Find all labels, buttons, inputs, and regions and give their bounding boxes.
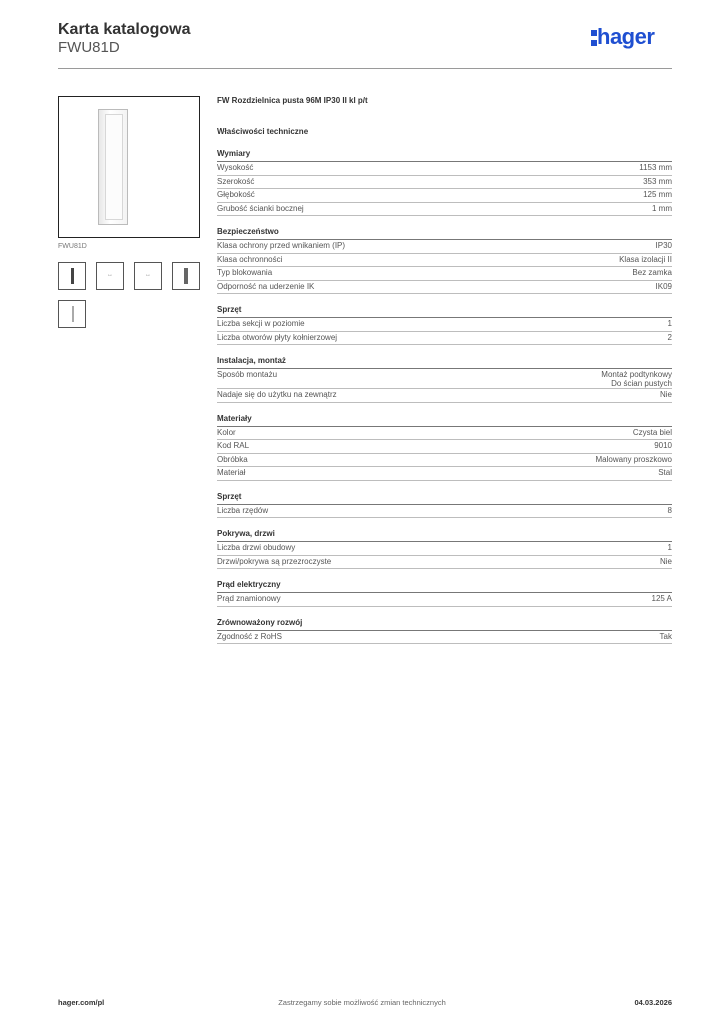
- spec-value-line: Montaż podtynkowy: [601, 370, 672, 379]
- spec-value: [601, 370, 672, 388]
- spec-value-line: 125 mm: [643, 190, 672, 199]
- spec-row: [217, 267, 672, 281]
- spec-value-line: 1 mm: [652, 203, 672, 213]
- spec-section: [217, 529, 672, 569]
- spec-value: [658, 468, 672, 477]
- spec-value: [639, 163, 672, 172]
- spec-row: [217, 189, 672, 203]
- spec-value-line: Czysta biel: [632, 427, 672, 437]
- spec-value-line: Bez zamka: [632, 268, 672, 277]
- spec-value: [668, 319, 672, 328]
- section-title: Pokrywa, drzwi: [217, 529, 672, 542]
- spec-label: Obróbka: [217, 454, 248, 464]
- thumbnail-cabinet-front[interactable]: [58, 262, 86, 290]
- spec-label: Liczba sekcji w poziomie: [217, 319, 305, 328]
- spec-value-line: 1: [667, 543, 672, 552]
- spec-section: [217, 580, 672, 607]
- spec-row: [217, 467, 672, 481]
- spec-row: [217, 542, 672, 556]
- spec-row: [217, 240, 672, 254]
- spec-value: [654, 441, 672, 450]
- product-name: FW Rozdzielnica pusta 96M IP30 II kl p/t: [217, 96, 368, 105]
- product-code: FWU81D: [58, 39, 120, 56]
- footer-date: 04.03.2026: [634, 998, 672, 1007]
- section-title: Materiały: [217, 414, 672, 427]
- spec-value: [660, 632, 672, 641]
- spec-row: [217, 631, 672, 645]
- spec-label: Liczba otworów płyty kołnierzowej: [217, 332, 338, 342]
- spec-value-line: 1153 mm: [639, 163, 672, 172]
- spec-label: Kolor: [217, 427, 236, 437]
- spec-value: [668, 333, 672, 342]
- section-title: Prąd elektryczny: [217, 580, 672, 593]
- spec-value-line: Klasa izolacji II: [619, 254, 672, 264]
- spec-row: [217, 332, 672, 346]
- spec-content: [217, 96, 672, 644]
- section-title: Zrównoważony rozwój: [217, 618, 672, 631]
- spec-section: [217, 227, 672, 294]
- spec-value-line: IP30: [655, 241, 672, 250]
- footer-disclaimer: Zastrzegamy sobie możliwość zmian technicznych: [278, 998, 446, 1007]
- header-divider: [58, 68, 672, 69]
- spec-label: Grubość ścianki bocznej: [217, 203, 304, 213]
- section-title: Sprzęt: [217, 492, 672, 505]
- spec-value-line: Nie: [659, 556, 672, 566]
- spec-value-line: Do ścian pustych: [611, 379, 672, 388]
- spec-value-line: 125 A: [651, 594, 672, 603]
- spec-row: [217, 176, 672, 190]
- spec-value: [652, 594, 672, 603]
- spec-section: [217, 356, 672, 403]
- spec-row: [217, 203, 672, 217]
- section-title: Sprzęt: [217, 305, 672, 318]
- spec-value: [668, 506, 672, 515]
- spec-label: Klasa ochrony przed wnikaniem (IP): [217, 241, 346, 250]
- spec-row: [217, 505, 672, 519]
- footer-website-link[interactable]: hager.com/pl: [58, 998, 105, 1007]
- spec-section: [217, 618, 672, 645]
- spec-value-line: 353 mm: [643, 176, 672, 186]
- spec-value: [660, 390, 672, 399]
- thumbnail-cabinet-narrow[interactable]: [58, 300, 86, 328]
- spec-row: [217, 389, 672, 403]
- spec-section: [217, 414, 672, 481]
- spec-value-line: Nie: [659, 390, 672, 399]
- spec-row: [217, 454, 672, 468]
- spec-row: [217, 162, 672, 176]
- tech-heading: Właściwości techniczne: [217, 127, 309, 136]
- spec-row: [217, 281, 672, 295]
- spec-row: [217, 318, 672, 332]
- spec-value-line: Stal: [658, 468, 672, 477]
- spec-value-line: 8: [667, 505, 672, 515]
- spec-label: Szerokość: [217, 176, 255, 186]
- spec-value-line: 2: [667, 332, 672, 342]
- spec-value-line: IK09: [655, 281, 672, 291]
- spec-label: Odporność na uderzenie IK: [217, 281, 315, 291]
- spec-value: [668, 543, 672, 552]
- thumbnail-cabinet-side[interactable]: [172, 262, 200, 290]
- spec-label: Nadaje się do użytku na zewnątrz: [217, 390, 337, 399]
- spec-row: [217, 440, 672, 454]
- spec-row: [217, 593, 672, 607]
- spec-row: [217, 556, 672, 570]
- section-title: Instalacja, montaż: [217, 356, 672, 369]
- spec-value-line: Tak: [659, 631, 672, 641]
- spec-label: Materiał: [217, 468, 246, 477]
- spec-label: Klasa ochronności: [217, 254, 283, 264]
- spec-value: [619, 255, 672, 264]
- spec-value: [632, 268, 672, 277]
- spec-row: [217, 254, 672, 268]
- spec-value-line: Malowany proszkowo: [595, 454, 672, 464]
- spec-value: [643, 190, 672, 199]
- spec-value: [633, 428, 672, 437]
- spec-label: Głębokość: [217, 190, 255, 199]
- spec-label: Drzwi/pokrywa są przezroczyste: [217, 556, 332, 566]
- spec-section: [217, 149, 672, 216]
- spec-row: [217, 427, 672, 441]
- spec-label: Prąd znamionowy: [217, 594, 281, 603]
- spec-value: [643, 177, 672, 186]
- image-caption: FWU81D: [58, 243, 87, 250]
- section-title: Wymiary: [217, 149, 672, 162]
- spec-section: [217, 305, 672, 345]
- logo-wordmark: hager: [597, 24, 655, 49]
- thumbnail-dimension-1[interactable]: ↔: [96, 262, 124, 290]
- product-image[interactable]: [58, 96, 200, 238]
- spec-label: Wysokość: [217, 163, 254, 172]
- spec-row: [217, 369, 672, 389]
- spec-label: Typ blokowania: [217, 268, 273, 277]
- spec-label: Zgodność z RoHS: [217, 631, 282, 641]
- spec-sections: [217, 149, 672, 644]
- cabinet-image: [98, 109, 128, 225]
- spec-label: Sposób montażu: [217, 370, 278, 379]
- spec-value-line: 9010: [654, 441, 672, 450]
- spec-value: [656, 282, 672, 291]
- spec-value: [660, 557, 672, 566]
- document-title: Karta katalogowa: [58, 21, 191, 38]
- spec-value-line: 1: [667, 319, 672, 328]
- spec-section: [217, 492, 672, 519]
- thumbnail-dimension-2[interactable]: ↔: [134, 262, 162, 290]
- spec-value: [652, 204, 672, 213]
- spec-value: [656, 241, 672, 250]
- spec-label: Liczba rzędów: [217, 505, 269, 515]
- spec-label: Kod RAL: [217, 441, 250, 450]
- section-title: Bezpieczeństwo: [217, 227, 672, 240]
- spec-label: Liczba drzwi obudowy: [217, 543, 296, 552]
- spec-value: [596, 455, 672, 464]
